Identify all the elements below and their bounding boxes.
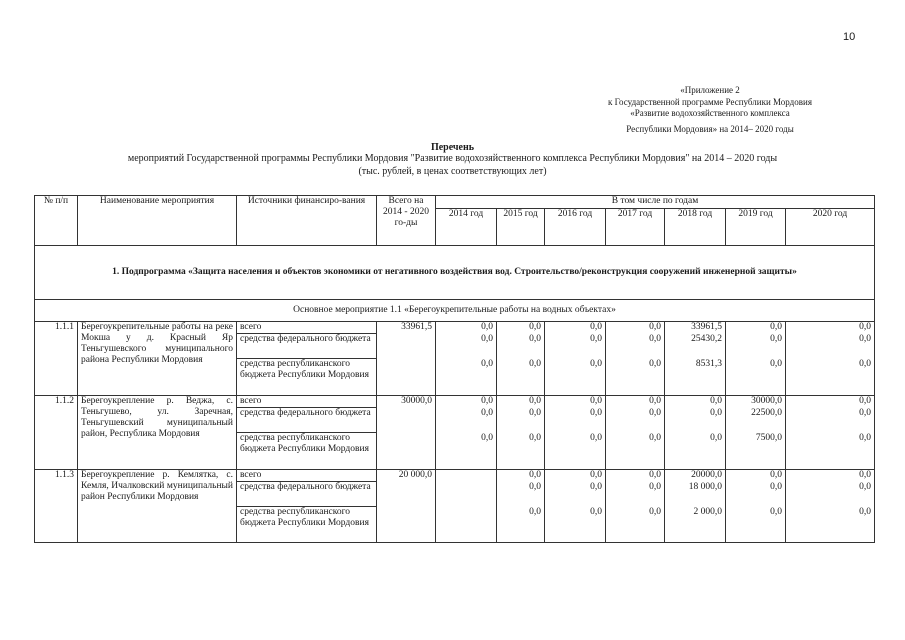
year-amount: 0,0	[786, 433, 875, 470]
table-row	[35, 470, 875, 482]
header-year: 2019 год	[726, 209, 786, 246]
year-amount: 0,0	[606, 482, 665, 507]
year-amount: 18 000,0	[665, 482, 726, 507]
year-amount: 0,0	[497, 359, 545, 396]
table-row	[35, 322, 875, 334]
year-amount: 33961,5	[665, 322, 726, 334]
header-year: 2015 год	[497, 209, 545, 246]
header-num: № п/п	[35, 196, 78, 246]
year-amount: 0,0	[606, 433, 665, 470]
funding-source: средства республиканского бюджета Республики Мордовия	[237, 433, 377, 470]
year-amount: 22500,0	[726, 408, 786, 433]
header-total: Всего на 2014 - 2020 го-ды	[377, 196, 436, 246]
year-amount: 0,0	[545, 482, 606, 507]
total-amount: 30000,0	[377, 396, 436, 470]
year-amount: 0,0	[726, 507, 786, 543]
year-amount: 0,0	[497, 470, 545, 482]
header-source: Источники финансиро-вания	[237, 196, 377, 246]
year-amount: 0,0	[606, 334, 665, 359]
year-amount: 0,0	[497, 507, 545, 543]
year-amount: 25430,2	[665, 334, 726, 359]
year-amount: 0,0	[606, 470, 665, 482]
appendix-line-4: Республики Мордовия» на 2014– 2020 годы	[626, 124, 794, 134]
document-title: Перечень	[430, 142, 475, 153]
funding-source: средства республиканского бюджета Республики Мордовия	[237, 359, 377, 396]
funding-source: средства федерального бюджета	[237, 408, 377, 433]
measure-name: Берегоукрепление р. Веджа, с. Теньгушево, ул. Заречная, Теньгушевский муниципальный район, Республика Мордовия	[78, 396, 237, 470]
total-amount: 33961,5	[377, 322, 436, 396]
measure-name: Берегоукрепительные работы на реке Мокша у д. Красный Яр Теньгушевского муниципального района Республики Мордовия	[78, 322, 237, 396]
year-amount: 0,0	[786, 334, 875, 359]
year-amount: 0,0	[497, 408, 545, 433]
funding-source: средства республиканского бюджета Республики Мордовия	[237, 507, 377, 543]
year-amount: 0,0	[606, 396, 665, 408]
total-amount: 20 000,0	[377, 470, 436, 543]
measures-table	[34, 195, 875, 543]
year-amount: 0,0	[545, 433, 606, 470]
appendix-line-1: «Приложение 2	[680, 85, 740, 95]
year-amount: 8531,3	[665, 359, 726, 396]
year-amount: 0,0	[786, 396, 875, 408]
year-amount: 20000,0	[665, 470, 726, 482]
section-title: 1. Подпрограмма «Защита населения и объектов экономики от негативного воздействия вод. Строительство/реконструкция сооружений инженерной защиты»	[35, 246, 875, 300]
funding-source: всего	[237, 322, 377, 334]
year-amount: 0,0	[545, 322, 606, 334]
year-amount: 0,0	[726, 359, 786, 396]
year-amount	[436, 482, 497, 507]
year-amount: 0,0	[545, 470, 606, 482]
header-year: 2017 год	[606, 209, 665, 246]
year-amount: 0,0	[786, 359, 875, 396]
year-amount: 0,0	[545, 507, 606, 543]
year-amount: 0,0	[726, 334, 786, 359]
year-amount: 0,0	[786, 322, 875, 334]
header-name: Наименование мероприятия	[78, 196, 237, 246]
header-by-years: В том числе по годам	[436, 196, 875, 209]
measure-number: 1.1.1	[35, 322, 78, 396]
appendix-line-2: к Государственной программе Республики Мордовия	[608, 97, 812, 107]
year-amount: 0,0	[497, 433, 545, 470]
header-row	[35, 196, 875, 209]
year-amount: 7500,0	[726, 433, 786, 470]
funding-source: всего	[237, 470, 377, 482]
year-amount: 0,0	[606, 507, 665, 543]
year-amount: 0,0	[606, 408, 665, 433]
year-amount: 0,0	[606, 359, 665, 396]
year-amount: 0,0	[436, 408, 497, 433]
year-amount: 0,0	[436, 396, 497, 408]
funding-source: всего	[237, 396, 377, 408]
year-amount: 0,0	[436, 334, 497, 359]
header-year: 2018 год	[665, 209, 726, 246]
year-amount: 0,0	[545, 396, 606, 408]
units-note: (тыс. рублей, в ценах соответствующих лет)	[358, 166, 547, 177]
year-amount: 0,0	[497, 322, 545, 334]
table-row	[35, 396, 875, 408]
year-amount: 0,0	[665, 433, 726, 470]
appendix-line-3: «Развитие водохозяйственного комплекса	[630, 108, 790, 118]
year-amount: 0,0	[786, 507, 875, 543]
section-row	[35, 246, 875, 300]
funding-source: средства федерального бюджета	[237, 482, 377, 507]
year-amount: 0,0	[436, 433, 497, 470]
year-amount: 0,0	[726, 470, 786, 482]
year-amount: 0,0	[786, 482, 875, 507]
year-amount: 0,0	[545, 408, 606, 433]
year-amount	[436, 470, 497, 482]
header-year: 2014 год	[436, 209, 497, 246]
year-amount: 0,0	[436, 359, 497, 396]
year-amount: 0,0	[665, 396, 726, 408]
header-year: 2020 год	[786, 209, 875, 246]
year-amount: 30000,0	[726, 396, 786, 408]
year-amount: 0,0	[497, 482, 545, 507]
year-amount: 2 000,0	[665, 507, 726, 543]
year-amount: 0,0	[606, 322, 665, 334]
document-subtitle: мероприятий Государственной программы Республики Мордовия "Развитие водохозяйственного комплекса Республики Мордовия" на 2014 – 2020 годы	[127, 153, 778, 164]
year-amount: 0,0	[545, 334, 606, 359]
year-amount: 0,0	[436, 322, 497, 334]
main-event-title: Основное мероприятие 1.1 «Берегоукрепительные работы на водных объектах»	[35, 300, 875, 322]
year-amount: 0,0	[726, 322, 786, 334]
funding-source: средства федерального бюджета	[237, 334, 377, 359]
year-amount: 0,0	[497, 334, 545, 359]
year-amount	[436, 507, 497, 543]
measure-name: Берегоукрепление р. Кемлятка, с. Кемля, Ичалковский муниципальный район Республики Мордовия	[78, 470, 237, 543]
year-amount: 0,0	[786, 470, 875, 482]
year-amount: 0,0	[665, 408, 726, 433]
year-amount: 0,0	[545, 359, 606, 396]
measure-number: 1.1.3	[35, 470, 78, 543]
year-amount: 0,0	[786, 408, 875, 433]
page-number: 10	[843, 31, 856, 43]
header-year: 2016 год	[545, 209, 606, 246]
main-event-row	[35, 300, 875, 322]
measure-number: 1.1.2	[35, 396, 78, 470]
year-amount: 0,0	[726, 482, 786, 507]
year-amount: 0,0	[497, 396, 545, 408]
